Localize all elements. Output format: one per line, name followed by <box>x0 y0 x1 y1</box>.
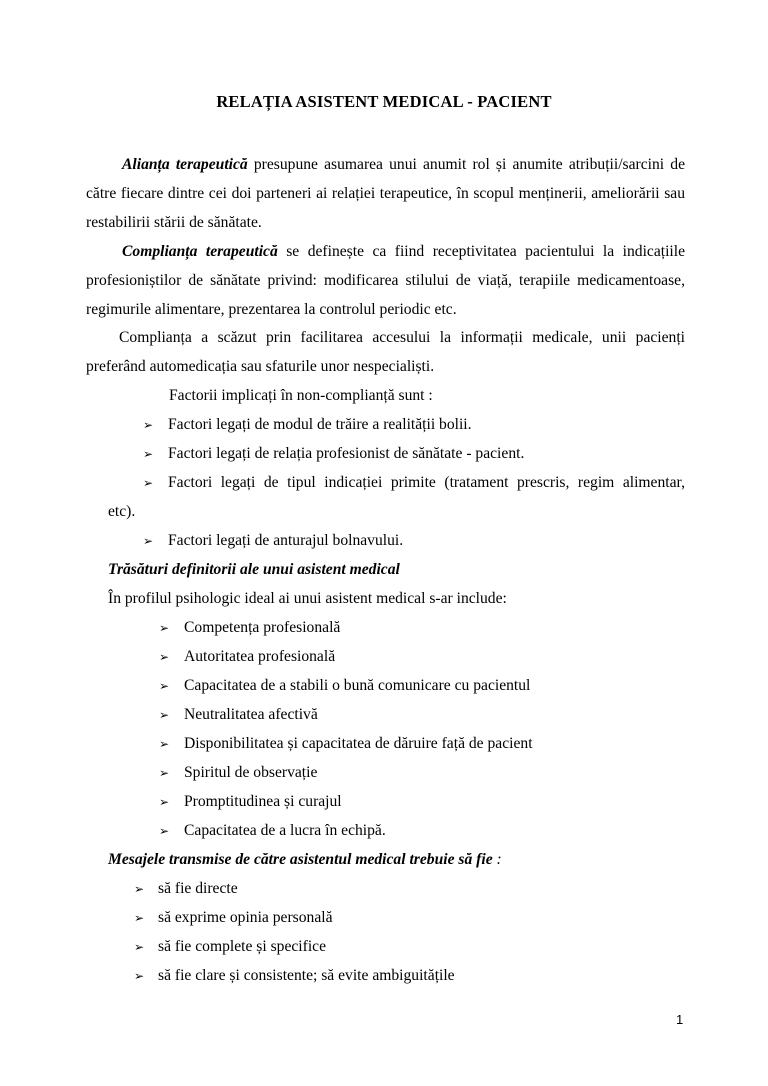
arrow-bullet-icon: ➢ <box>158 679 170 693</box>
term-alianta: Alianța terapeutică <box>122 156 248 173</box>
arrow-bullet-icon: ➢ <box>142 534 154 548</box>
term-complianta: Complianța terapeutică <box>122 243 278 260</box>
arrow-bullet-icon: ➢ <box>133 882 145 896</box>
paragraph-scazut-line-2: preferând automedicația sau sfaturile unor nespecialiști. <box>86 358 435 375</box>
arrow-bullet-icon: ➢ <box>158 795 170 809</box>
arrow-bullet-icon: ➢ <box>133 911 145 925</box>
arrow-bullet-icon: ➢ <box>142 447 154 461</box>
paragraph-complianta-text: se definește ca fiind receptivitatea pacientului la indicațiile profesioniștilor de sănătate privind: modificarea stilului de viață, terapiile medicamentoase, regimurile alimentare, prezentarea la controlul periodic etc. <box>86 243 685 318</box>
factor-item-continuation: etc). <box>108 503 136 520</box>
document-title: RELAȚIA ASISTENT MEDICAL - PACIENT <box>216 92 552 111</box>
factors-intro: Factorii implicați în non-complianță sunt : <box>169 387 433 404</box>
arrow-bullet-icon: ➢ <box>158 650 170 664</box>
arrow-bullet-icon: ➢ <box>142 418 154 432</box>
page-number: 1 <box>676 1012 684 1027</box>
arrow-bullet-icon: ➢ <box>158 708 170 722</box>
paragraph-scazut-line-1: Complianța a scăzut prin facilitarea accesului la informații medicale, unii pacienți <box>119 329 685 346</box>
document-page: RELAȚIA ASISTENT MEDICAL - PACIENT Alianța terapeutică presupune asumarea unui anumit rol și anumite atribuții/sarcini de către fiecare dintre cei doi parteneri ai relației terapeutice, în scopul menținerii, ameliorării sau restabilirii stării de sănătate. Complianța terapeutică se definește ca fiind receptivitatea pacientului la indicațiile profesioniștilor de sănătate privind: modificarea stilului de viață, terapiile medicamentoase, regimurile alimentare, prezentarea la controlul periodic etc. Complianța a scăzut prin facilitarea accesului la informații medicale, unii pacienți preferând automedicația sau sfaturile unor nespecialiști. Factorii implicați în non-complianță sunt : ➢ Factori legați de modul de trăire a realității bolii. ➢ Factori legați de relația profesionist de sănătate - pacient. ➢ Factori legați de tipul indicației primite (tratament prescris, regim alimentar, etc). ➢ Factori legați de anturajul bolnavului. Trăsături definitorii ale unui asistent medical În profilul psihologic ideal ai unui asistent medical s-ar include: ➢ Competența profesională ➢ Autoritatea profesională ➢ Capacitatea de a stabili o bună comunicare cu pacientul ➢ Neutralitatea afectivă ➢ Disponibilitatea și capacitatea de dăruire față de pacient ➢ Spiritul de observație ➢ Promptitudinea și curajul ➢ Capacitatea de a lucra în echipă. Mesajele transmise de către asistentul medical trebuie să fie : ➢ să fie directe ➢ să exprime opinia personală ➢ să fie complete și specifice ➢ să fie clare și consistente; să evite ambiguitățile 1 <box>0 0 768 1086</box>
arrow-bullet-icon: ➢ <box>158 766 170 780</box>
messages-heading: Mesajele transmise de către asistentul medical trebuie să fie : <box>108 851 502 868</box>
traits-heading: Trăsături definitorii ale unui asistent medical <box>108 561 400 578</box>
paragraph-alianta-text: presupune asumarea unui anumit rol și anumite atribuții/sarcini de către fiecare dintre cei doi parteneri ai relației terapeutice, în scopul menținerii, ameliorării sau restabilirii stării de sănătate. <box>86 156 685 231</box>
traits-intro: În profilul psihologic ideal ai unui asistent medical s-ar include: <box>108 590 507 607</box>
paragraph-complianta <box>86 237 685 324</box>
arrow-bullet-icon: ➢ <box>158 824 170 838</box>
paragraph-alianta <box>86 150 685 237</box>
arrow-bullet-icon: ➢ <box>142 476 154 490</box>
arrow-bullet-icon: ➢ <box>158 737 170 751</box>
arrow-bullet-icon: ➢ <box>133 969 145 983</box>
arrow-bullet-icon: ➢ <box>133 940 145 954</box>
arrow-bullet-icon: ➢ <box>158 621 170 635</box>
